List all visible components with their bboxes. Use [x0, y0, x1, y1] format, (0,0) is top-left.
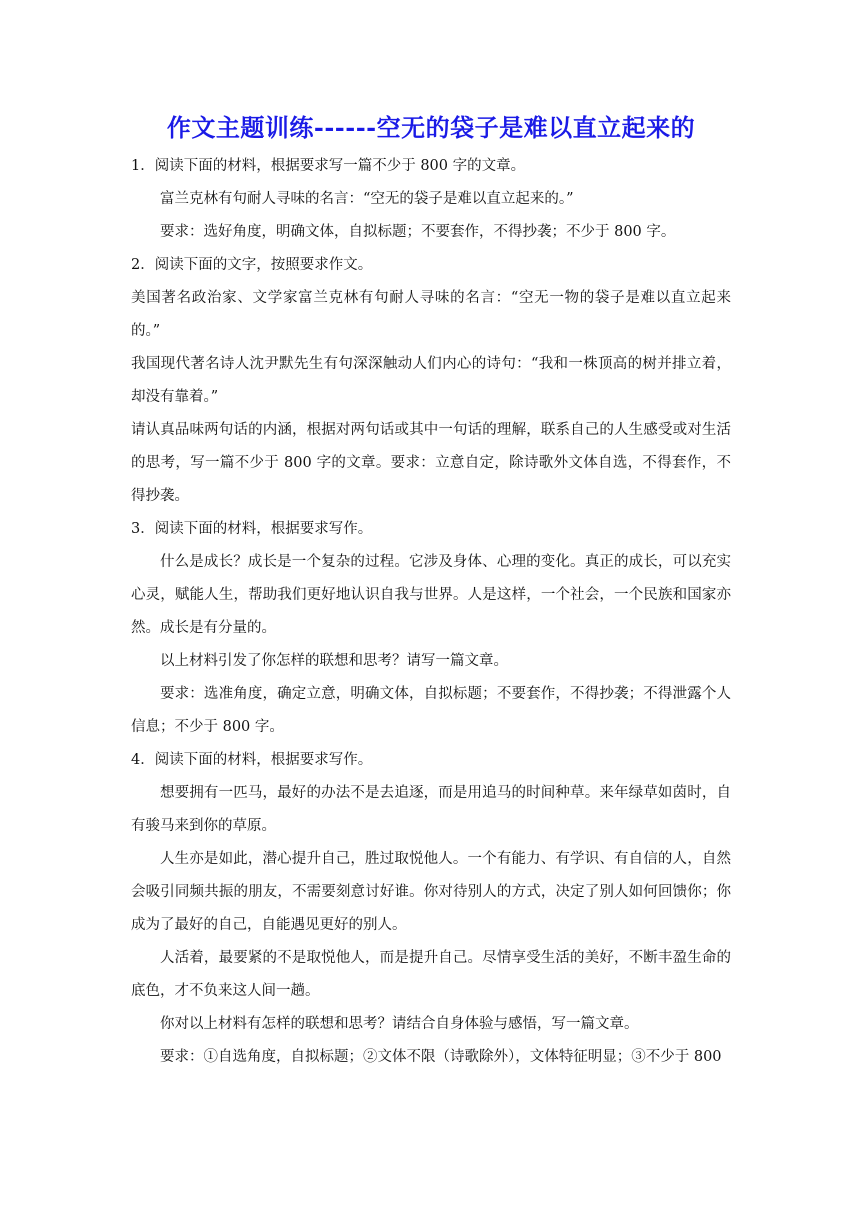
- paragraph: 要求：选准角度，确定立意，明确文体，自拟标题；不要套作，不得抄袭；不得泄露个人信息；不少于 800 字。: [131, 686, 731, 735]
- paragraph: 你对以上材料有怎样的联想和思考？请结合自身体验与感悟，写一篇文章。: [160, 1016, 639, 1032]
- paragraph: 富兰克林有句耐人寻味的名言：“空无的袋子是难以直立起来的。”: [160, 191, 574, 207]
- paragraph: 人生亦是如此，潜心提升自己，胜过取悦他人。一个有能力、有学识、有自信的人，自然会吸引同频共振的朋友，不需要刻意讨好谁。你对待别人的方式，决定了别人如何回馈你；你成为了最好的自己，自能遇见更好的别人。: [131, 851, 731, 933]
- paragraph: 以上材料引发了你怎样的联想和思考？请写一篇文章。: [160, 653, 508, 669]
- paragraph-list: [131, 150, 731, 1074]
- paragraph: 我国现代著名诗人沈尹默先生有句深深触动人们内心的诗句：“我和一株顶高的树并排立着，却没有靠着。”: [131, 356, 731, 405]
- document-content: [131, 110, 731, 1074]
- paragraph: 什么是成长？成长是一个复杂的过程。它涉及身体、心理的变化。真正的成长，可以充实心灵，赋能人生，帮助我们更好地认识自我与世界。人是这样，一个社会，一个民族和国家亦然。成长是有分量的。: [131, 554, 731, 636]
- paragraph: 2．阅读下面的文字，按照要求作文。: [131, 257, 373, 273]
- paragraph: 要求：①自选角度，自拟标题；②文体不限（诗歌除外），文体特征明显；③不少于 800: [160, 1049, 722, 1065]
- paragraph: 3．阅读下面的材料，根据要求写作。: [131, 521, 373, 537]
- paragraph: 1．阅读下面的材料，根据要求写一篇不少于 800 字的文章。: [131, 158, 526, 174]
- paragraph: 4．阅读下面的材料，根据要求写作。: [131, 752, 373, 768]
- paragraph: 人活着，最要紧的不是取悦他人，而是提升自己。尽情享受生活的美好，不断丰盈生命的底色，才不负来这人间一趟。: [131, 950, 731, 999]
- document-title: 作文主题训练------空无的袋子是难以直立起来的: [166, 113, 696, 142]
- paragraph: 美国著名政治家、文学家富兰克林有句耐人寻味的名言：“空无一物的袋子是难以直立起来的。”: [131, 290, 731, 339]
- paragraph: 想要拥有一匹马，最好的办法不是去追逐，而是用追马的时间种草。来年绿草如茵时，自有骏马来到你的草原。: [131, 785, 731, 834]
- paragraph: 要求：选好角度，明确文体，自拟标题；不要套作，不得抄袭；不少于 800 字。: [160, 224, 676, 240]
- paragraph: 请认真品味两句话的内涵，根据对两句话或其中一句话的理解，联系自己的人生感受或对生活的思考，写一篇不少于 800 字的文章。要求：立意自定，除诗歌外文体自选，不得套作，不得抄袭。: [131, 422, 731, 504]
